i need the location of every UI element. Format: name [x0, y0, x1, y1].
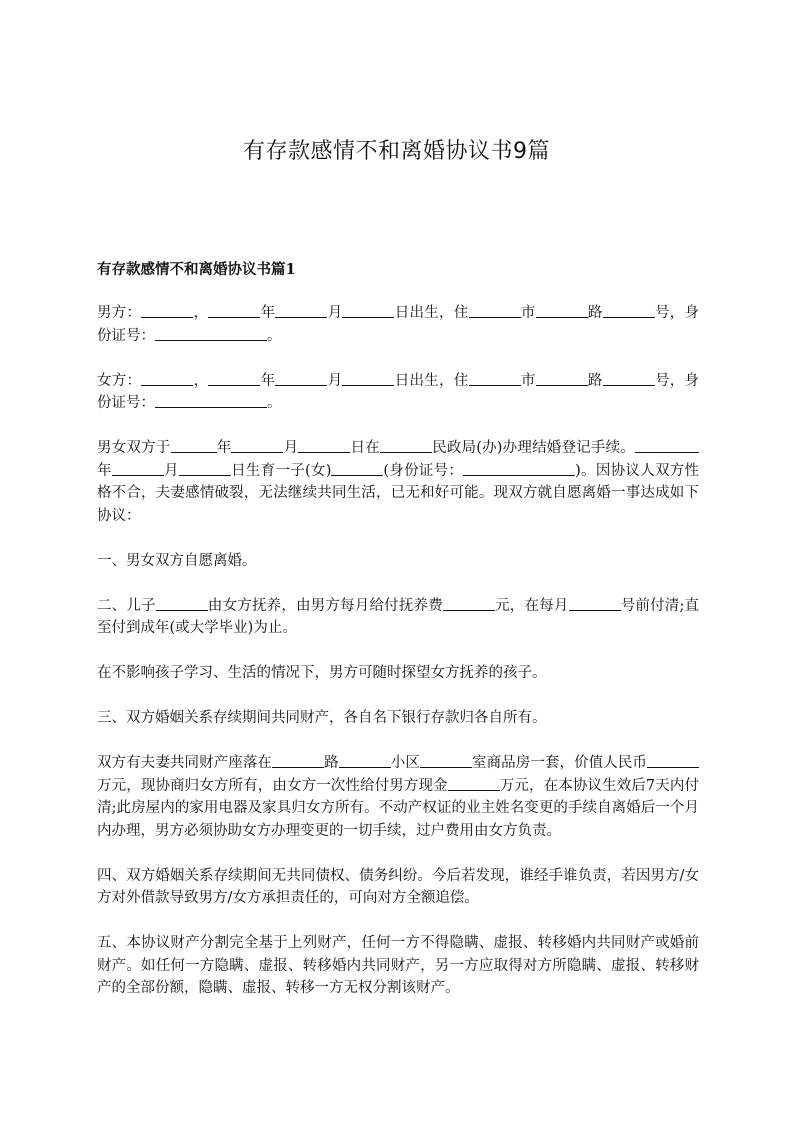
text-month: 月: [327, 372, 343, 389]
text-segment: 年: [97, 462, 112, 479]
property-road-blank: [272, 752, 324, 768]
text-segment: 日生育一子(女): [230, 462, 332, 479]
marriage-month-blank: [231, 437, 283, 453]
visitation-paragraph: 在不影响孩子学习、生活的情况下，男方可随时探望女方抚养的孩子。: [97, 665, 547, 681]
text-segment: 年: [216, 440, 232, 456]
text-year: 年: [260, 372, 276, 389]
text-period: 。: [267, 327, 282, 344]
male-label: 男方：: [97, 305, 142, 321]
text-segment: 双方有夫妻共同财产座落在: [97, 755, 272, 771]
female-number-blank: [603, 370, 655, 386]
child-birth-month-blank: [112, 460, 164, 476]
text-road: 路: [587, 305, 603, 321]
text-year: 年: [260, 305, 276, 321]
male-city-blank: [469, 302, 521, 318]
text-segment: 号前付清;直至付到成年(或大学毕业)为止。: [97, 597, 700, 636]
text-id: 号，身份证号：: [97, 372, 700, 411]
male-birth-month-blank: [275, 302, 327, 318]
text-segment: 元，在每月: [494, 597, 569, 614]
marriage-year-blank: [171, 437, 217, 453]
section-title: 有存款感情不和离婚协议书篇1: [97, 261, 296, 278]
female-party-paragraph: [97, 370, 699, 415]
text-segment: 万元，现协商归女方所有，由女方一次性给付男方现金: [97, 777, 448, 794]
text-city: 市: [520, 372, 536, 389]
text-segment: 民政局(办)办理结婚登记手续。: [431, 440, 635, 456]
property-community-blank: [339, 752, 391, 768]
male-name-blank: [141, 302, 193, 318]
civil-affairs-bureau-blank: [380, 437, 432, 453]
clause-3: 三、双方婚姻关系存续期间共同财产，各自名下银行存款归各自所有。: [97, 710, 547, 726]
text-born-live: 日出生，住: [394, 305, 469, 321]
property-value-blank: [647, 752, 699, 768]
text-comma: ，: [193, 372, 209, 389]
text-month: 月: [327, 305, 343, 321]
female-road-blank: [536, 370, 588, 386]
text-segment: 路: [324, 755, 339, 771]
text-segment: 日在: [350, 440, 380, 456]
text-segment: 室商品房一套，价值人民币: [471, 755, 648, 771]
child-name-blank: [331, 460, 383, 476]
text-segment: 月: [283, 440, 299, 456]
text-period: 。: [267, 395, 282, 411]
female-birth-day-blank: [342, 370, 394, 386]
cash-payment-blank: [448, 775, 500, 791]
clause-1: 一、男女双方自愿离婚。: [97, 552, 257, 569]
text-segment: 小区: [390, 755, 420, 771]
son-name-blank: [156, 595, 208, 611]
document-body: [97, 302, 699, 1022]
text-comma: ，: [193, 305, 209, 321]
female-city-blank: [469, 370, 521, 386]
female-label: 女方：: [97, 372, 142, 389]
text-id: 号，身份证号：: [97, 305, 700, 344]
marriage-paragraph: [97, 437, 699, 527]
child-id-blank: [463, 460, 575, 476]
text-born-live: 日出生，住: [394, 372, 469, 389]
text-segment: 万元，在本协议生效后7天内付清;此房屋内的家用电器及家具归女方所有。不动产权证的业主姓名变更的手续自离婚后一个月内办理，男方必须协助女方办理变更的一切手续，过户费用由女方负责。: [97, 777, 699, 839]
female-id-blank: [155, 392, 267, 408]
text-segment: 月: [163, 462, 179, 479]
child-birth-year-blank: [647, 437, 699, 453]
payment-day-blank: [569, 595, 621, 611]
male-number-blank: [603, 302, 655, 318]
female-birth-year-blank: [208, 370, 260, 386]
text-city: 市: [520, 305, 536, 321]
male-party-paragraph: [97, 302, 699, 347]
female-birth-month-blank: [275, 370, 327, 386]
support-fee-blank: [443, 595, 495, 611]
male-birth-year-blank: [208, 302, 260, 318]
clause-5: 五、本协议财产分割完全基于上列财产，任何一方不得隐瞒、虚报、转移婚内共同财产或婚前财产。如任何一方隐瞒、虚报、转移婚内共同财产，另一方应取得对方所隐瞒、虚报、转移财产的全部份额，隐瞒、虚报、转移一方无权分割该财产。: [97, 935, 699, 996]
text-segment: 由女方抚养，由男方每月给付抚养费: [207, 597, 443, 614]
clause-2: [97, 595, 699, 640]
text-road: 路: [587, 372, 603, 389]
property-room-blank: [420, 752, 472, 768]
clause-4: 四、双方婚姻关系存续期间无共同债权、债务纠纷。今后若发现，谁经手谁负责，若因男方/女方对外借款导致男方/女方承担责任的，可向对方全额追偿。: [97, 867, 699, 906]
text-segment: 二、儿子: [97, 597, 156, 614]
text-segment: (身份证号：: [383, 462, 464, 479]
property-paragraph: [97, 752, 699, 842]
child-birth-year-blank-start: [635, 437, 647, 453]
child-birth-day-blank: [179, 460, 231, 476]
marriage-day-blank: [298, 437, 350, 453]
male-id-blank: [155, 325, 267, 341]
document-title: 有存款感情不和离婚协议书9篇: [243, 139, 550, 164]
text-segment: 男女双方于: [97, 440, 171, 456]
male-birth-day-blank: [342, 302, 394, 318]
female-name-blank: [141, 370, 193, 386]
male-road-blank: [536, 302, 588, 318]
text-segment: )。因协议人双方性格不合，夫妻感情破裂，无法继续共同生活，已无和好可能。现双方就自愿离婚一事达成如下协议：: [97, 462, 700, 524]
